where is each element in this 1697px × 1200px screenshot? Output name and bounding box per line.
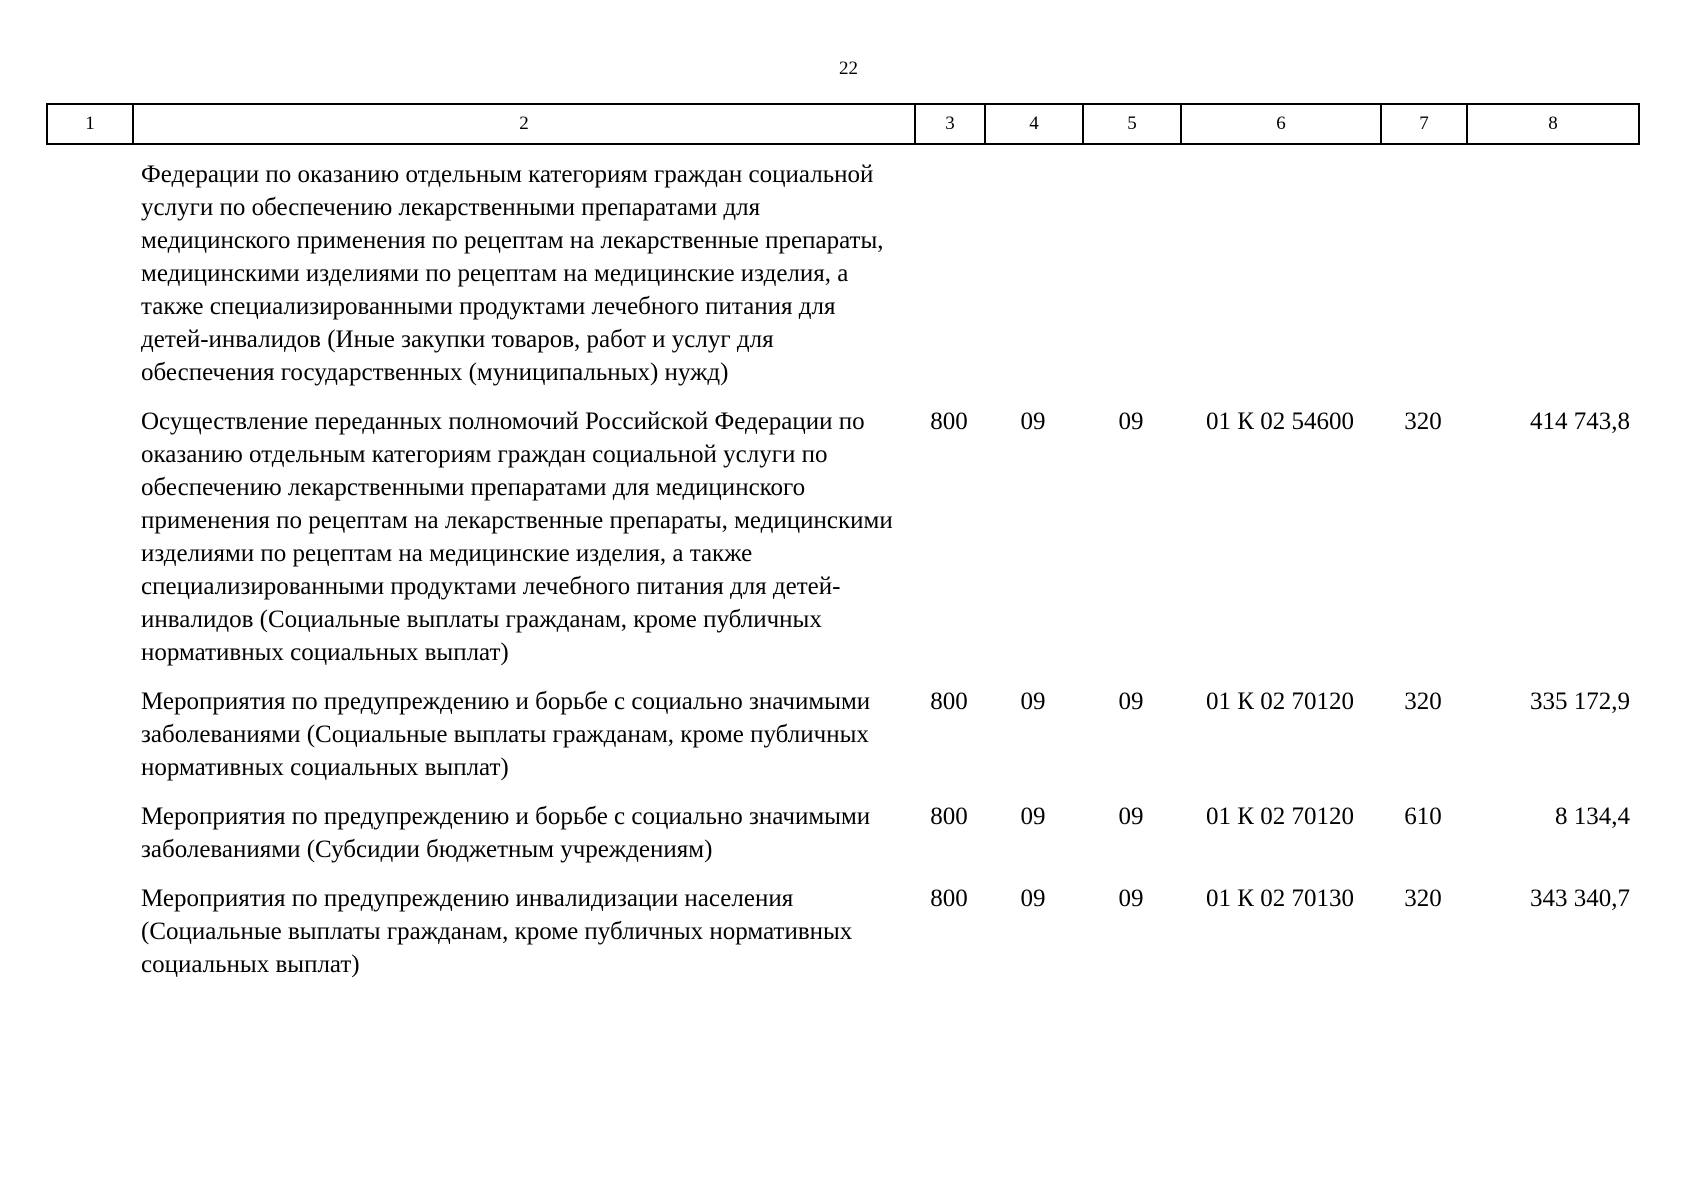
row-col4: 09 (1020, 688, 1046, 715)
row-col8: 343 340,7 (1530, 885, 1630, 912)
row-col4: 09 (1020, 803, 1046, 830)
row-col5: 09 (1118, 688, 1144, 715)
header-cell-5: 5 (1083, 104, 1181, 144)
row-description: Осуществление переданных полномочий Российской Федерации по оказанию отдельным категориям граждан социальной услуги по обеспечению лекарственными препаратами для медицинского применения по рецептам на лекарственные препараты, медицинскими изделиями по рецептам на медицинские изделия, а также специализированными продуктами лечебного питания для детей-инвалидов (Социальные выплаты гражданам, кроме публичных нормативных социальных выплат) (141, 408, 893, 666)
row-description: Мероприятия по предупреждению и борьбе с социально значимыми заболеваниями (Социальные выплаты гражданам, кроме публичных нормативных социальных выплат) (141, 688, 871, 781)
table-row (46, 882, 1638, 997)
row-col7: 320 (1404, 408, 1442, 435)
table-row (46, 685, 1638, 800)
row-col8: 8 134,4 (1555, 803, 1630, 830)
row-col5: 09 (1118, 408, 1144, 435)
row-col5: 09 (1118, 803, 1144, 830)
row-col8 (1466, 158, 1638, 405)
row-col3: 800 (930, 408, 968, 435)
row-col4: 09 (1020, 408, 1046, 435)
row-col7: 320 (1404, 688, 1442, 715)
row-description: Мероприятия по предупреждению и борьбе с социально значимыми заболеваниями (Субсидии бюджетным учреждениям) (141, 803, 871, 863)
budget-table (46, 158, 1638, 997)
header-row (47, 104, 1639, 144)
row-col3: 800 (930, 885, 968, 912)
row-col6: 01 К 02 70130 (1206, 885, 1354, 912)
header-cell-1: 1 (47, 104, 133, 144)
row-col7 (1380, 158, 1466, 405)
table-row (46, 800, 1638, 882)
row-description: Мероприятия по предупреждению инвалидизации населения (Социальные выплаты гражданам, кроме публичных нормативных социальных выплат) (141, 885, 853, 978)
row-description: Федерации по оказанию отдельным категориям граждан социальной услуги по обеспечению лекарственными препаратами для медицинского применения по рецептам на лекарственные препараты, медицинскими изделиями по рецептам на медицинские изделия, а также специализированными продуктами лечебного питания для детей-инвалидов (Иные закупки товаров, работ и услуг для обеспечения государственных (муниципальных) нужд) (141, 161, 884, 386)
row-col7: 320 (1404, 885, 1442, 912)
header-cell-2: 2 (133, 104, 915, 144)
column-number-header (46, 103, 1640, 145)
header-cell-8: 8 (1467, 104, 1639, 144)
row-col6: 01 К 02 54600 (1206, 408, 1354, 435)
row-col4 (984, 158, 1082, 405)
row-col8: 335 172,9 (1530, 688, 1630, 715)
row-col8: 414 743,8 (1530, 408, 1630, 435)
row-col3: 800 (930, 803, 968, 830)
header-cell-4: 4 (985, 104, 1083, 144)
table-row (46, 405, 1638, 685)
row-col7: 610 (1404, 803, 1442, 830)
row-col4: 09 (1020, 885, 1046, 912)
page-number: 22 (839, 58, 858, 79)
row-col5 (1082, 158, 1180, 405)
row-col3 (914, 158, 984, 405)
row-col6 (1180, 158, 1380, 405)
row-col3: 800 (930, 688, 968, 715)
table-row (46, 158, 1638, 405)
row-col6: 01 К 02 70120 (1206, 688, 1354, 715)
row-col5: 09 (1118, 885, 1144, 912)
header-cell-7: 7 (1381, 104, 1467, 144)
header-cell-6: 6 (1181, 104, 1381, 144)
row-col6: 01 К 02 70120 (1206, 803, 1354, 830)
header-cell-3: 3 (915, 104, 985, 144)
